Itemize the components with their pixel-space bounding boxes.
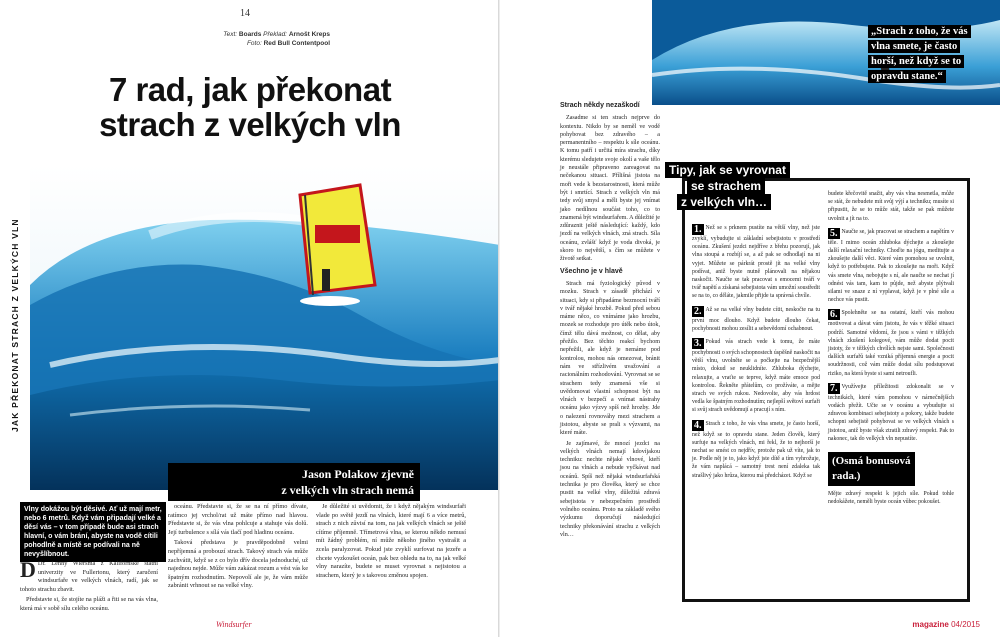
- credits: [180, 30, 330, 48]
- tip-item: [692, 224, 820, 301]
- tip-text: Spolehněte se na ostatní, kteří vás mohou motivovat a dávat vám jistotu, že vás v těžké situaci podrží. Samotné vědomí, že jsou s vámi v těžkých vlnách zkušení kolegové, vám může dodat pocit jistoty, že v těžkých chvílích nejste sami. Společnosti dalších surfařů také vzniká příjemná energie a pocit soudržnosti, což vám může dodat sílu podstupovat riziko, na která byste si sami netroufli.: [828, 310, 954, 377]
- tip-item: [828, 383, 954, 443]
- footer-issue: 04/2015: [951, 620, 980, 629]
- right-main-column: [560, 102, 660, 541]
- left-column-2: [168, 503, 308, 593]
- caption-line-1: Jason Polakow zjevně: [302, 467, 414, 481]
- left-column-1: [20, 557, 158, 616]
- tip-item: [692, 306, 820, 333]
- paragraph: Strach má fyziologický původ v mozku. Strach v zásadě přichází v situaci, kdy si připadáme bezmocní tváří v tvář nějaké hrozbě. Pokud před sebou máme něco, co vnímáme jako hrozbu, mozek se rozhoduje pro útěk nebo útok, čímž tělu dává možnost, co dělat, aby přežilo. Bez těchto reakcí bychom nepřežili, ale když je nemáme pod kontrolou, mohou nás omezovat, bránit nám ve střízlivém uvažování a racionálním rozhodování. Vyrovnat se se strachem tedy znamená vše si uvědomovat vlastní schopnost být na vlnách v bezpečí a vnímat nástrahy oceánu jako výzvy spíš než hrozby. Jde o nalezení rovnováhy mezi strachem a jistotou, abyste se prali s výzvami, na které máte.: [560, 280, 660, 437]
- vertical-section-label: JAK PŘEKONAT STRACH Z VELKÝCH VLN: [10, 218, 20, 432]
- headline-line-1: 7 rad, jak překonat: [108, 71, 392, 108]
- headline-line-2: strach z velkých vln: [99, 106, 401, 143]
- paragraph: Dr. Lenny Wiersma z Kalifornské státní univerzity ve Fullertonu, který zaručení windsurfaře ve velkých vlnách, radí, jak se tohoto strachu zbavit.: [20, 560, 158, 593]
- paragraph: oceánu. Představte si, že se na ní přímo dívate, ratímco jej vrchol/rat už máte přímo nad hlavou. Představte si, že vás vlna pohlcuje a stahuje vás dolů. Její turbulence s sílá vás tlačí pod hladinu oceánu.: [168, 503, 308, 536]
- tip-text: Využívejte příležitosti zdokonalit se v technikách, které vám pomohou v nárnečnějších vodách přežít. Učte se v oceánu a vybudujte si zdravou kombinaci sebejistoty a pokory, takže budete schopni sebejistě pohybovat se ve velkých vlnách s jistotou, aniž byste však ztratili zdravý respekt. Pak to nakonec, tak do velkých vln nepustíte.: [828, 383, 954, 442]
- tip-number: 1.: [694, 224, 702, 235]
- credit-photo-value: Red Bull Contentpool: [263, 40, 330, 47]
- tip-item: [692, 420, 820, 480]
- section-heading: Strach někdy nezaškodí: [560, 102, 640, 109]
- caption-line-2: z velkých vln strach nemá: [281, 483, 414, 497]
- footer-publication: Windsurfer: [216, 620, 252, 629]
- footer-magazine-label: magazine: [912, 620, 949, 629]
- bonus-tip-text: Mějte zdravý respekt k jejich síle. Pokud tohle nedokážete, neměli byste oceán vůbec pokoušet.: [828, 491, 954, 506]
- credit-text-label: Text:: [223, 31, 238, 38]
- tip-number: 5.: [830, 227, 838, 239]
- tip-number: 3.: [694, 338, 702, 350]
- tip-text: Pokud vás strach vede k tomu, že máte pochybnosti o svých schopnostech úspěšně naskočit na větší vlnu, uvolněte se a počkejte na bezpečnější místo, dokud se neuklidníte. Zhluboka dýchejte, relaxujte, a vraťte se teprve, když máte emoce pod kontrolou. Řekněte přátelům, co prožíváte, a mějte strach ve svých rukou. Nedovolte, aby vás hrdost vedla ke špatným rozhodnutím; nejlepší světoví surfaři si svůj strach uvědomují a pracují s ním.: [692, 339, 820, 414]
- tip-number: 4.: [694, 419, 702, 431]
- article-headline: [85, 72, 415, 142]
- paragraph: Je důležité si uvědomit, že i když nějakým windsurfaři vlade po světě jezdí na vlnách, které mají 6 a více metrů, strach z nich zůvisí na tom, na jak velkých vlnách se ještě cítíme příjemně. Třímetrová vlna, se kterou někdo nemusí mít žádný problém, ní může někoho jiného vystrašit a zcela paralyzovat. Pokud jste zvyklí surfovat na jezeře a chcete vyzkoušet oceán, pak bez ohledu na to, na jak velké vlny narazíte, budete se muset vyrovnat s nejistotou a strachem, který je s takovou změnou spojen.: [316, 503, 466, 579]
- left-column-3: [316, 503, 466, 582]
- dropcap: D: [20, 557, 36, 582]
- tips-title-line: se strachem: [687, 178, 765, 194]
- footer-magazine: [912, 620, 980, 629]
- tips-title: [665, 162, 790, 210]
- photo-caption: [168, 463, 420, 501]
- tip-text: Než se s prknem pustíte na větší vlny, než jste zvyklí, vybudujte si základní sebejistotu v prostředí oceánu. Zkušení jezdci nejdříve z břehu pozorují, jak vlna stoupá a rozbíjí se, a až pak se odhodlají na ni vyjet. Můžete se párkrát prostě jít na velké vlny podívat, aniž byste nutně plánovali na nějakou naskočit. Naučte se tak pracovat s emocemi tváří v tvář napětí a získaná sebejistota vám umožní soustředit se na to, co děláte, jakmile přijde ta správná chvíle.: [692, 225, 820, 300]
- bonus-label-line: (Osmá bonusová: [832, 455, 911, 468]
- tips-title-line: Tipy, jak se vyrovnat: [665, 162, 790, 178]
- credit-translation-label: Překlad:: [263, 31, 287, 38]
- credit-translation-value: Arnošt Kreps: [288, 31, 330, 38]
- tips-column-2: [828, 190, 954, 511]
- credit-text-value: Boards: [238, 31, 262, 38]
- tips-title-line: z velkých vln…: [677, 194, 771, 210]
- quote-line: „Strach z toho, že vás: [868, 25, 971, 38]
- tip-number: 6.: [830, 309, 838, 321]
- section-heading: Všechno je v hlavě: [560, 267, 623, 275]
- page-number-left: 14: [240, 8, 250, 19]
- wave-illustration: [30, 165, 500, 490]
- windsurfer-wave-photo: [30, 165, 500, 490]
- paragraph: Taková představa je pravděpodobně velmi nepříjemná a probouzí strach. Takový strach vás může zachvátit, když se z co bylo dřív docela jednoduché, už najednou nejde. Může vám zakázat rozum a vést vás ke špatným rozhodnutím. Nepovolí ale je, že vám může zabránit vrhnout se na velké vlny.: [168, 539, 308, 590]
- tip-item: [692, 338, 820, 415]
- pull-quote: [868, 24, 978, 84]
- quote-line: vlna smete, je často: [868, 40, 960, 53]
- tip-text: Naučte se, jak pracovat se strachem a napětím v těle. I mimo oceán zhluboka dýchejte a zkoušejte další relaxační techniky. Choďte na jógu, meditujte a zkoušejte další věci. Které vám pomohou se uvolnit, když to potřebujete. Pak to zkoušejte na moři. Když vás smete vlna, nebojujte s ní, ale naučte se nechat jí odnést vás tam, kam to půjde, než abyste plýtvali silami ve snaze z ní vyplavat, když je v plné síle a nechce vás pustit.: [828, 228, 954, 304]
- tip-text: Až se na velké vlny budete cítit, neskočte na tu první moc dlouho. Když budete dlouho čekat, pochybnosti mohou zesílit a sebevědomí ochabnout.: [692, 306, 820, 332]
- bonus-tip-label: [828, 452, 915, 486]
- tips-column-1: [692, 224, 820, 485]
- credit-photo-label: Foto:: [246, 40, 262, 47]
- tip-number: 2.: [694, 305, 702, 317]
- bonus-label-line: rada.): [832, 470, 861, 483]
- intro-lede: Vlny dokážou být děsivé. Ať už mají metr, nebo 6 metrů. Když vám připadají velké a děsí vás – v tom případě bude asi strach hlavní, o vám brání, abyste na vodě cítili pohodlně a místě se podívali na ně nevyšlíbnout.: [20, 502, 166, 562]
- tip-number: 7.: [830, 382, 838, 394]
- tip-item: [828, 309, 954, 377]
- paragraph: Představte si, že stojíte na pláži a řiti se na vás vlna, která má v sobě sílu celého oceánu.: [20, 596, 158, 612]
- tip-text: Strach z toho, že vás vlna smete, je často horší, než když se to opravdu stane. Jeden člověk, který surfuje na velkých vlnách, mi řekl, že to nejhorší je nechat se smést co nejdřív, protože pak už víte, jak to je. Podle něj je to, jako když jste dítě a tím vyhrožuje, že vám naplácá – samotný trest není zdaleka tak strašlivý jako hrůza, kterou má předcházet. Když se: [692, 420, 820, 479]
- quote-line: opravdu stane.“: [868, 70, 946, 83]
- paragraph: Zasadme si ten strach nejprve do kontextu. Nikdo by se neměl ve vodě pohybovat bez zdravého – a permanentního – respektu k síle oceánu. K tomu patří i určitá míra strachu, díky kterému sledujete svoje okolí a vaše tělo je neustále připraveno zareagovat na nečekanou situaci. Přílišná jistota na moři vede k bezstarostnosti, která může být i smrtící. Strach z velkých vln má tedy svůj smysl a měli byste jej vnímat jako nedílnou součást toho, co to znamená být windsurfařem. A důležité je zdůraznit ještě následující: každý, kdo jezdí na velkých vlnách, zná strach. Síla oceánu, zvlášť když je voda divoká, je skoro to největší, s čím se můžete v životě setkat.: [560, 115, 660, 263]
- tip-item: [828, 228, 954, 305]
- quote-line: horší, než když se to: [868, 55, 964, 68]
- tip-continuation: budete křečovitě snažit, aby vás vlna nesmetla, může se stát, že nebudete mít svůj výjí a techniku; musíte si připustit, že se to může stát, takže se pak můžete uvolnit a jít na to.: [828, 191, 954, 222]
- paragraph: Je zajímavé, že mnozí jezdci na velkých vlnách nemají kdovíjakou techniku: nechte nějaké vlnové, kteří jsou na vlnách a nebude vyčkávat nad oceánů. Spíš než nějaká windsurfařská technika je pro člověka, který se chce pustit na velké vlny, důležitá zdravá sebejistota v nebezpečném prostředí volného oceánu. Proto na základě svého výzkumu doporučují následující techniky překonávání strachu z velkých vln…: [560, 440, 660, 538]
